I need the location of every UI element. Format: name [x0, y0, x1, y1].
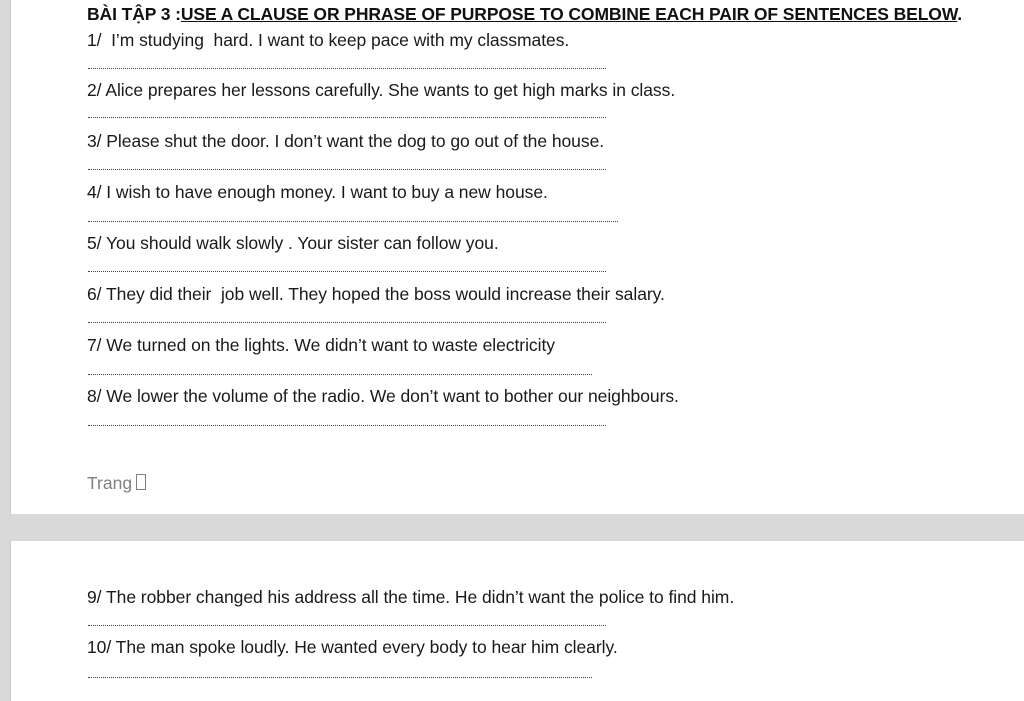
document-page-1	[10, 0, 1024, 514]
answer-line-3	[88, 169, 606, 170]
page-label: Trang	[87, 473, 133, 493]
question-7: 7/ We turned on the lights. We didn’t want to waste electricity	[87, 335, 555, 355]
page-edge	[10, 541, 11, 701]
exercise-title	[87, 4, 962, 25]
question-10: 10/ The man spoke loudly. He wanted every body to hear him clearly.	[87, 637, 618, 657]
answer-line-1	[88, 68, 606, 69]
exercise-label: BÀI TẬP 3 :	[87, 4, 181, 24]
question-6: 6/ They did their job well. They hoped the boss would increase their salary.	[87, 284, 665, 304]
question-5: 5/ You should walk slowly . Your sister can follow you.	[87, 233, 499, 253]
page-footer	[87, 473, 146, 494]
question-8: 8/ We lower the volume of the radio. We don’t want to bother our neighbours.	[87, 386, 679, 406]
page-edge	[10, 0, 11, 514]
question-1: 1/ I’m studying hard. I want to keep pace with my classmates.	[87, 30, 570, 50]
answer-line-8	[88, 425, 606, 426]
question-9: 9/ The robber changed his address all the time. He didn’t want the police to find him.	[87, 587, 735, 607]
answer-line-4	[88, 221, 618, 222]
answer-line-9	[88, 625, 606, 626]
title-period: .	[957, 4, 963, 24]
answer-line-6	[88, 322, 606, 323]
answer-line-5	[88, 271, 606, 272]
missing-glyph-icon	[136, 474, 146, 490]
question-4: 4/ I wish to have enough money. I want to buy a new house.	[87, 182, 548, 202]
question-2: 2/ Alice prepares her lessons carefully. She wants to get high marks in class.	[87, 80, 676, 100]
answer-line-7	[88, 374, 592, 375]
question-3: 3/ Please shut the door. I don’t want the dog to go out of the house.	[87, 131, 605, 151]
document-page-2	[10, 541, 1024, 701]
exercise-instruction: USE A CLAUSE OR PHRASE OF PURPOSE TO COMBINE EACH PAIR OF SENTENCES BELOW	[180, 4, 958, 24]
answer-line-2	[88, 117, 606, 118]
answer-line-10	[88, 677, 592, 678]
